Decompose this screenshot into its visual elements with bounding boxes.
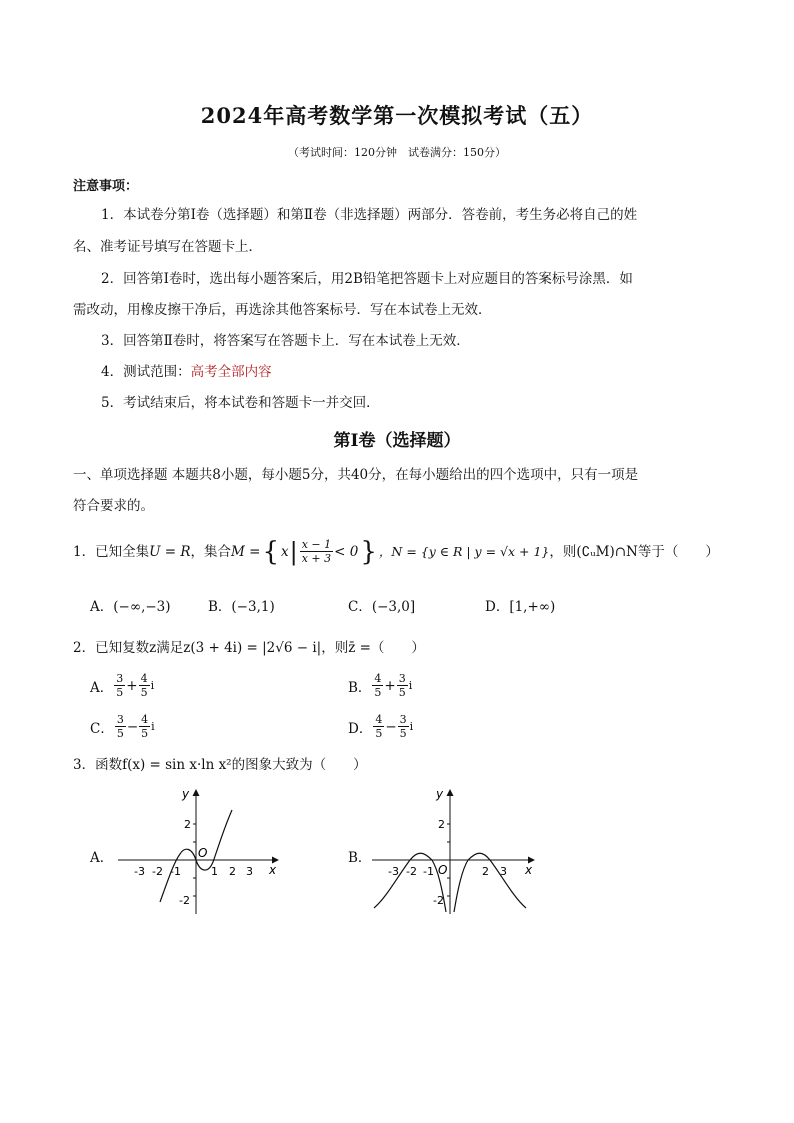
q2-c-frac-2: [139, 713, 150, 740]
y-axis-label: y: [436, 787, 444, 801]
q2-c-d1: 5: [116, 727, 124, 740]
q2-b-d1: 5: [374, 686, 382, 699]
question-2-stem: 2．已知复数z满足z(3 + 4i) = |2√6 − i|，则z̄ =（ ）: [73, 640, 425, 656]
origin-label: O: [198, 846, 208, 860]
q1-set-var: x: [281, 543, 289, 560]
q2-d-i: i: [409, 720, 414, 733]
tick-x--1: -1: [170, 865, 181, 878]
test-scope: 高考全部内容: [190, 364, 272, 380]
q2-a-frac-2: [139, 672, 150, 699]
q1-set-m: M =: [231, 543, 261, 560]
origin-label: O: [438, 863, 448, 877]
tick-x-3: 3: [246, 865, 253, 878]
section-title: 第Ⅰ卷（选择题）: [333, 431, 461, 451]
q2-b-op: +: [384, 677, 396, 694]
q2-option-c[interactable]: [90, 713, 155, 740]
q1-set-n: ，N = {y ∈ R | y = √x + 1}: [378, 543, 550, 559]
q3-option-b-label[interactable]: B．: [348, 850, 372, 866]
q1-set-label: ，集合: [190, 543, 232, 560]
q2-d-n2: 3: [399, 713, 407, 726]
q2-b-frac-1: [372, 672, 383, 699]
q3-graph-a[interactable]: [112, 784, 288, 920]
notice-item-4: [101, 362, 272, 382]
set-bar-icon: |: [289, 537, 298, 566]
q1-tail: ，则(∁ᵤM)∩N等于（ ）: [549, 543, 719, 560]
q2-c-n2: 4: [141, 713, 149, 726]
tick-y-2: 2: [184, 818, 191, 831]
q1-universal-set: U = R: [149, 543, 191, 560]
q2-option-d[interactable]: [348, 713, 413, 740]
q2-c-n1: 3: [116, 713, 124, 726]
tick-x-2: 2: [229, 865, 236, 878]
tick-x--3: -3: [388, 865, 399, 878]
right-brace-icon: }: [360, 536, 377, 567]
x-axis-label: x: [269, 863, 277, 877]
question-1-stem: [73, 538, 719, 565]
notice-item-5: 5．考试结束后，将本试卷和答题卡一并交回．: [101, 395, 380, 411]
q2-option-b[interactable]: [348, 672, 412, 699]
q2-a-op: +: [126, 677, 138, 694]
q2-d-d1: 5: [375, 727, 383, 740]
curve-b-right: [454, 853, 526, 912]
q2-a-i: i: [150, 679, 155, 692]
left-brace-icon: {: [262, 536, 280, 567]
tick-y--2: -2: [179, 894, 190, 907]
q2-a-frac-1: [114, 672, 125, 699]
q2-c-d2: 5: [141, 727, 149, 740]
q1-fraction: [300, 538, 333, 565]
q2-c-i: i: [151, 720, 155, 733]
q2-option-a[interactable]: [90, 672, 154, 699]
part1-intro-line-2: 符合要求的。: [73, 498, 154, 514]
q2-b-i: i: [408, 679, 413, 692]
y-axis-label: y: [182, 787, 190, 801]
q2-b-d2: 5: [398, 686, 406, 699]
q2-d-op: −: [385, 718, 397, 735]
q3-graph-b[interactable]: [368, 784, 544, 920]
tick-x-3: 3: [500, 865, 507, 878]
q1-option-c[interactable]: C．(−3,0]: [348, 599, 416, 615]
x-axis-label: x: [525, 863, 533, 877]
q2-d-n1: 4: [375, 713, 383, 726]
q2-a-label: A．: [90, 679, 114, 696]
notice-item-1-line-1: 1．本试卷分第Ⅰ卷（选择题）和第Ⅱ卷（非选择题）两部分．答卷前，考生务必将自己的姓: [101, 207, 638, 223]
exam-title: 2024年高考数学第一次模拟考试（五）: [200, 103, 594, 128]
exam-subtitle: （考试时间：120分钟 试卷满分：150分）: [288, 146, 506, 159]
q1-fraction-denominator: x + 3: [301, 552, 332, 565]
tick-x--2: -2: [152, 865, 163, 878]
q2-c-label: C．: [90, 720, 114, 737]
q2-a-d2: 5: [140, 686, 148, 699]
q2-a-n1: 3: [116, 672, 124, 685]
notice-item-3: 3．回答第Ⅱ卷时，将答案写在答题卡上．写在本试卷上无效．: [101, 333, 470, 349]
q1-option-a[interactable]: A．(−∞,−3): [90, 599, 171, 615]
q2-b-n1: 4: [374, 672, 382, 685]
q2-c-frac-1: [115, 713, 126, 740]
q2-c-op: −: [126, 718, 139, 735]
q1-inequality: < 0: [334, 543, 359, 560]
part1-intro-line-1: 一、单项选择题 本题共8小题，每小题5分，共40分，在每小题给出的四个选项中，只有一项是: [73, 467, 639, 483]
notice-item-2-line-2: 需改动，用橡皮擦干净后，再选涂其他答案标号．写在本试卷上无效．: [73, 302, 492, 318]
q1-prefix: 1．已知全集: [73, 543, 150, 560]
q2-d-frac-1: [373, 713, 384, 740]
q1-option-b[interactable]: B．(−3,1): [208, 599, 275, 615]
notice-item-2-line-1: 2．回答第Ⅰ卷时，选出每小题答案后，用2B铅笔把答题卡上对应题目的答案标号涂黑．如: [101, 271, 633, 287]
q2-d-frac-2: [398, 713, 409, 740]
tick-x--2: -2: [406, 865, 417, 878]
q3-option-a-label[interactable]: A．: [90, 850, 114, 866]
q2-a-d1: 5: [116, 686, 124, 699]
tick-x--1: -1: [423, 865, 434, 878]
tick-x-1: 1: [211, 865, 218, 878]
tick-y--2: -2: [433, 894, 444, 907]
q1-fraction-numerator: x − 1: [301, 538, 332, 551]
q2-b-label: B．: [348, 679, 372, 696]
question-3-stem: 3．函数f(x) = sin x·ln x²的图象大致为（ ）: [73, 757, 367, 773]
tick-x-2: 2: [482, 865, 489, 878]
notice-item-1-line-2: 名、准考证号填写在答题卡上．: [73, 239, 262, 255]
tick-y-2: 2: [438, 818, 445, 831]
notice-item-4-prefix: 4．测试范围：: [101, 364, 191, 380]
tick-x--3: -3: [134, 865, 145, 878]
q2-b-n2: 3: [398, 672, 406, 685]
q2-d-label: D．: [348, 720, 373, 737]
q2-a-n2: 4: [140, 672, 148, 685]
q2-b-frac-2: [397, 672, 408, 699]
q2-d-d2: 5: [399, 727, 407, 740]
q1-option-d[interactable]: D．[1,+∞): [485, 599, 556, 615]
notice-heading: 注意事项：: [73, 179, 139, 194]
